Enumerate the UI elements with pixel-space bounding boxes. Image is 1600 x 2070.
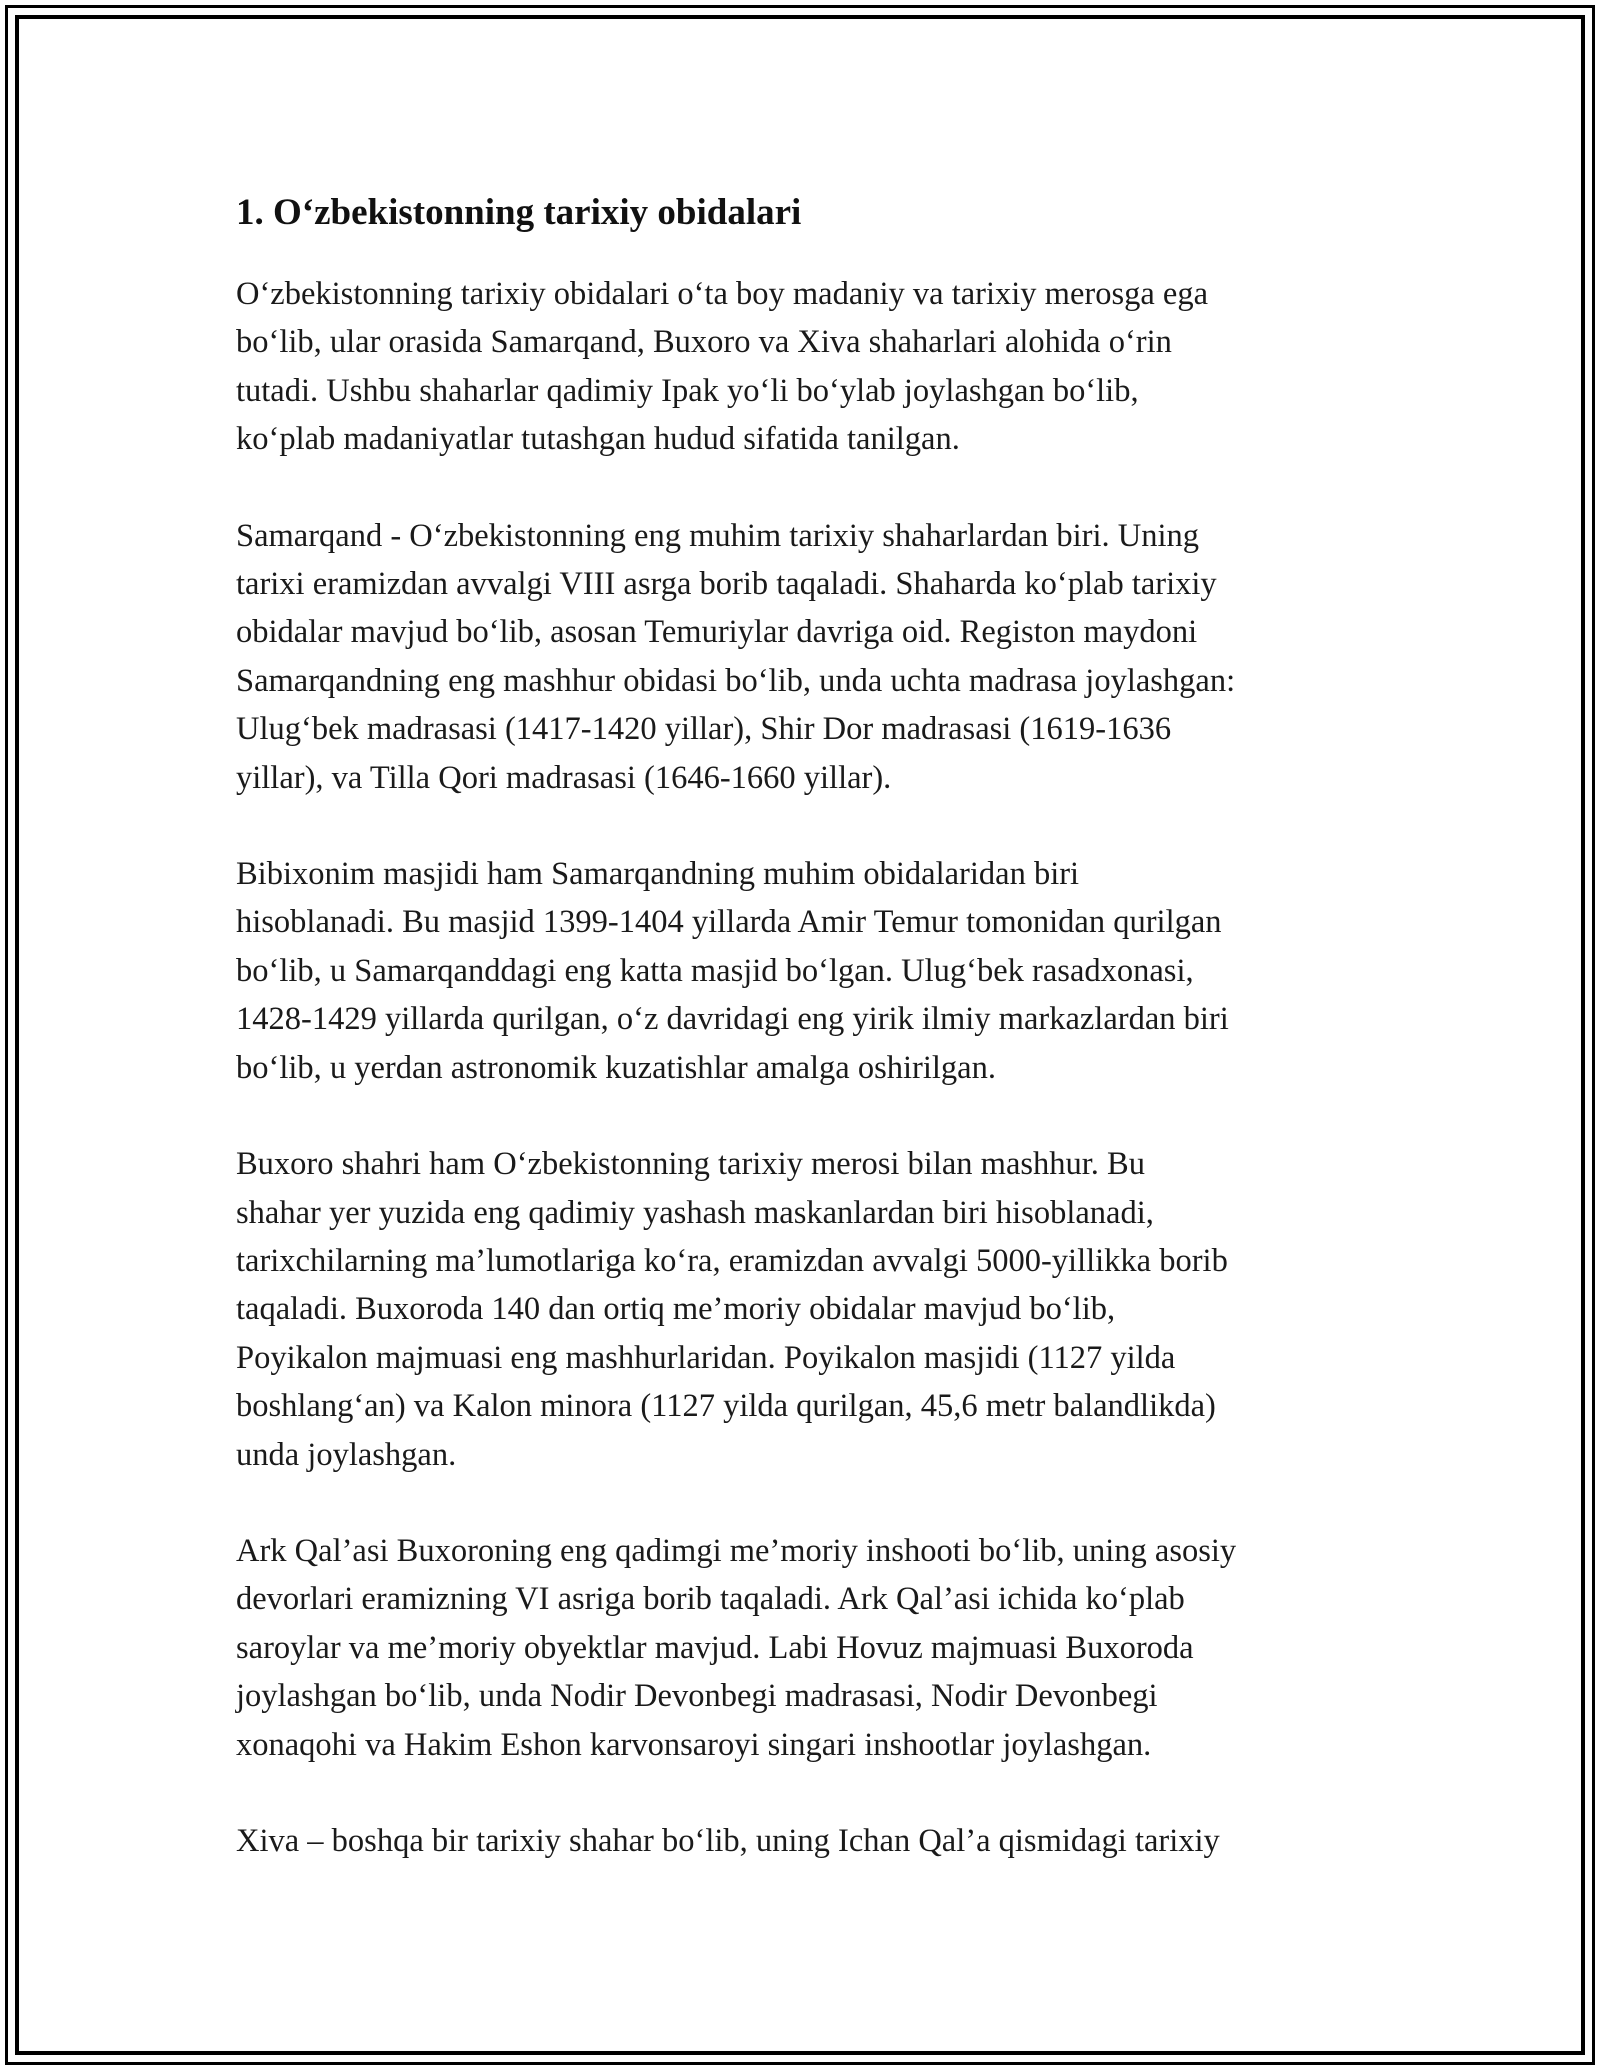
paragraph-intro bbox=[236, 270, 1366, 464]
text-line: bo‘lib, ular orasida Samarqand, Buxoro va Xiva shaharlari alohida o‘rin bbox=[236, 324, 1172, 361]
text-line: ko‘plab madaniyatlar tutashgan hudud sifatida tanilgan. bbox=[236, 421, 960, 458]
text-line: Poyikalon majmuasi eng mashhurlaridan. Poyikalon masjidi (1127 yilda bbox=[236, 1339, 1176, 1376]
text-line: Ulug‘bek madrasasi (1417-1420 yillar), Shir Dor madrasasi (1619-1636 bbox=[236, 711, 1172, 748]
text-line: obidalar mavjud bo‘lib, asosan Temuriylar davriga oid. Registon maydoni bbox=[236, 614, 1198, 651]
text-line: xonaqohi va Hakim Eshon karvonsaroyi singari inshootlar joylashgan. bbox=[236, 1726, 1152, 1763]
text-line: tarixi eramizdan avvalgi VIII asrga borib taqaladi. Shaharda ko‘plab tarixiy bbox=[236, 566, 1217, 603]
paragraph-samarqand bbox=[236, 512, 1366, 802]
text-line: Buxoro shahri ham O‘zbekistonning tarixiy merosi bilan mashhur. Bu bbox=[236, 1146, 1145, 1183]
text-line: tarixchilarning ma’lumotlariga ko‘ra, eramizdan avvalgi 5000-yillikka borib bbox=[236, 1242, 1228, 1279]
text-line: 1428-1429 yillarda qurilgan, o‘z davridagi eng yirik ilmiy markazlardan biri bbox=[236, 1001, 1229, 1038]
document-body bbox=[236, 188, 1366, 1913]
text-line: Ark Qal’asi Buxoroning eng qadimgi me’moriy inshooti bo‘lib, uning asosiy bbox=[236, 1532, 1237, 1569]
text-line: devorlari eramizning VI asriga borib taqaladi. Ark Qal’asi ichida ko‘plab bbox=[236, 1581, 1185, 1618]
paragraph-bibixonim bbox=[236, 850, 1366, 1092]
text-line: joylashgan bo‘lib, unda Nodir Devonbegi madrasasi, Nodir Devonbegi bbox=[236, 1678, 1158, 1715]
text-line: tutadi. Ushbu shaharlar qadimiy Ipak yo‘li bo‘ylab joylashgan bo‘lib, bbox=[236, 372, 1139, 409]
paragraph-buxoro bbox=[236, 1140, 1366, 1479]
text-line: taqaladi. Buxoroda 140 dan ortiq me’moriy obidalar mavjud bo‘lib, bbox=[236, 1291, 1116, 1328]
paragraph-ark bbox=[236, 1527, 1366, 1769]
text-line: Xiva – boshqa bir tarixiy shahar bo‘lib, uning Ichan Qal’a qismidagi tarixiy bbox=[236, 1822, 1220, 1859]
text-line: bo‘lib, u Samarqanddagi eng katta masjid bo‘lgan. Ulug‘bek rasadxonasi, bbox=[236, 952, 1194, 989]
text-line: Bibixonim masjidi ham Samarqandning muhim obidalaridan biri bbox=[236, 856, 1080, 893]
section-heading: 1. O‘zbekistonning tarixiy obidalari bbox=[236, 192, 802, 233]
text-line: shahar yer yuzida eng qadimiy yashash maskanlardan biri hisoblanadi, bbox=[236, 1194, 1154, 1231]
text-line: saroylar va me’moriy obyektlar mavjud. Labi Hovuz majmuasi Buxoroda bbox=[236, 1629, 1194, 1666]
text-line: Samarqandning eng mashhur obidasi bo‘lib, unda uchta madrasa joylashgan: bbox=[236, 662, 1236, 699]
text-line: unda joylashgan. bbox=[236, 1436, 457, 1473]
text-line: hisoblanadi. Bu masjid 1399-1404 yillarda Amir Temur tomonidan qurilgan bbox=[236, 904, 1222, 941]
text-line: bo‘lib, u yerdan astronomik kuzatishlar amalga oshirilgan. bbox=[236, 1049, 996, 1086]
paragraph-xiva bbox=[236, 1817, 1366, 1865]
text-line: O‘zbekistonning tarixiy obidalari o‘ta boy madaniy va tarixiy merosga ega bbox=[236, 276, 1209, 312]
text-line: yillar), va Tilla Qori madrasasi (1646-1660 yillar). bbox=[236, 759, 892, 796]
text-line: boshlang‘an) va Kalon minora (1127 yilda qurilgan, 45,6 metr balandlikda) bbox=[236, 1388, 1216, 1425]
text-line: Samarqand - O‘zbekistonning eng muhim tarixiy shaharlardan biri. Uning bbox=[236, 517, 1200, 554]
